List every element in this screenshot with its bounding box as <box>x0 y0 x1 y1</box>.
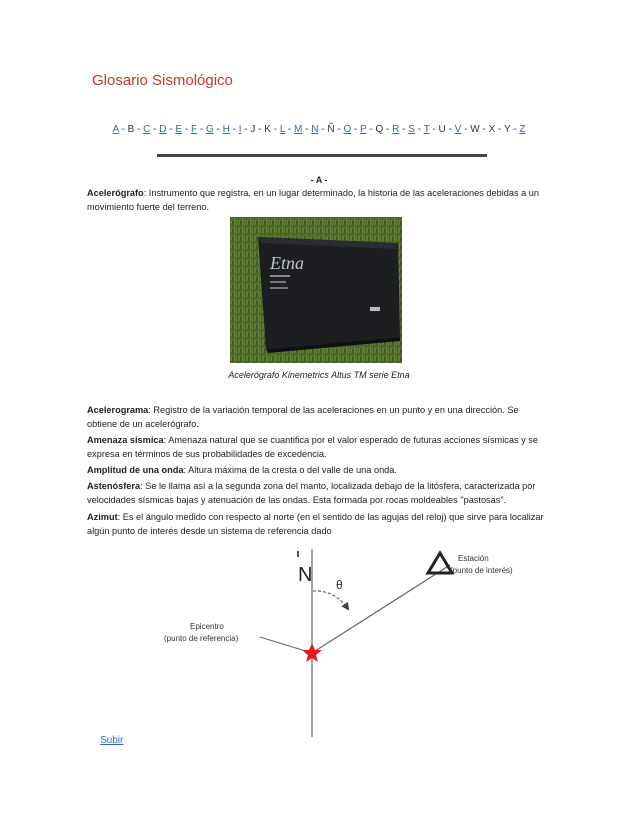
alphabet-letter-i[interactable]: I <box>238 124 242 135</box>
alphabet-letter-p[interactable]: P <box>360 124 367 135</box>
page-title: Glosario Sismológico <box>92 72 233 89</box>
alphabet-letter-j: J <box>250 124 256 135</box>
entry-acelerograma <box>87 403 550 431</box>
entry-term: Astenósfera <box>87 481 141 491</box>
entry-definition: : Registro de la variación temporal de las aceleraciones en un punto y en una dirección. Se obtiene de un acelerógrafo. <box>87 405 519 429</box>
angle-arc <box>313 591 348 609</box>
alphabet-letter-n[interactable]: N <box>311 124 319 135</box>
entry-acelerografo <box>87 186 550 214</box>
theta-label: θ <box>336 578 343 592</box>
entry-amplitud <box>87 463 550 477</box>
alphabet-letter-c[interactable]: C <box>143 124 151 135</box>
azimuth-line <box>312 565 450 653</box>
alphabet-letter-f[interactable]: F <box>190 124 198 135</box>
alphabet-letter-l[interactable]: L <box>279 124 286 135</box>
brand-label: Etna <box>270 253 304 273</box>
entry-amenaza <box>87 433 550 461</box>
entry-term: Amenaza sísmica <box>87 435 164 445</box>
alphabet-letter-k: K <box>264 124 271 135</box>
alphabet-letter-t[interactable]: T <box>423 124 430 135</box>
alphabet-letter-a[interactable]: A <box>112 124 119 135</box>
alphabet-letter-b: B <box>127 124 135 135</box>
alphabet-letter-ñ: Ñ <box>327 124 335 135</box>
entry-definition: : Altura máxima de la cresta o del valle de una onda. <box>183 465 397 475</box>
alphabet-letter-y: Y <box>503 124 511 135</box>
epicenter-sublabel: (punto de referencia) <box>164 634 239 643</box>
alphabet-letter-d[interactable]: D <box>159 124 167 135</box>
entry-term: Acelerógrafo <box>87 188 144 198</box>
alphabet-letter-u: U <box>438 124 446 135</box>
entry-astenosfera <box>87 479 550 507</box>
alphabet-letter-v[interactable]: V <box>454 124 462 135</box>
alphabet-letter-h[interactable]: H <box>222 124 230 135</box>
entry-azimut <box>87 510 550 538</box>
accelerograph-photo <box>230 217 402 363</box>
entry-definition: : Es el ángulo medido con respecto al norte (en el sentido de las agujas del reloj) que sirve para localizar algún punto de interés desde un sistema de referencia dado <box>87 512 544 536</box>
entry-term: Azimut <box>87 512 118 522</box>
entry-term: Amplitud de una onda <box>87 465 184 475</box>
alphabet-letter-q: Q <box>375 124 384 135</box>
subir-link[interactable]: Subir <box>100 735 124 746</box>
entry-definition: : Se le llama así a la segunda zona del manto, localizada debajo de la litósfera, caracterizada por velocidades sísmicas bajas y atenuación de las ondas. Esta formada por rocas moldeables "pastosas". <box>87 481 536 505</box>
epicenter-label: Epicentro <box>190 622 224 631</box>
alphabet-letter-x: X <box>488 124 496 135</box>
alphabet-letter-m[interactable]: M <box>293 124 303 135</box>
entry-definition: : Instrumento que registra, en un lugar determinado, la historia de las aceleraciones debidas a un movimiento fuerte del terreno. <box>87 188 539 212</box>
photo-caption: Acelerógrafo Kinemetrics Altus TM serie Etna <box>228 370 410 380</box>
alphabet-letter-w: W <box>470 124 480 135</box>
divider <box>157 154 487 157</box>
alphabet-letter-s[interactable]: S <box>408 124 415 135</box>
section-header: - A - <box>310 175 328 185</box>
alphabet-letter-z[interactable]: Z <box>519 124 526 135</box>
alphabet-letter-o[interactable]: O <box>343 124 352 135</box>
entry-term: Acelerograma <box>87 405 149 415</box>
alphabet-letter-e[interactable]: E <box>175 124 183 135</box>
alphabet-index: A - B - C - D - E - F - G - H - I - J - K - L - M - N - Ñ - O - P - Q - R - S - T - U - V - W - X - Y - Z <box>112 124 526 135</box>
azimuth-diagram <box>150 545 513 740</box>
station-label: Estación <box>458 554 489 563</box>
station-sublabel: (punto de interés) <box>450 566 513 575</box>
alphabet-letter-r[interactable]: R <box>392 124 400 135</box>
station-triangle-icon <box>428 553 452 573</box>
alphabet-letter-g[interactable]: G <box>205 124 214 135</box>
entry-definition: : Amenaza natural que se cuantifica por el valor esperado de futuras acciones sísmicas y se expresa en términos de sus probabilidades de excedencia. <box>87 435 538 459</box>
north-label: N <box>298 564 313 586</box>
